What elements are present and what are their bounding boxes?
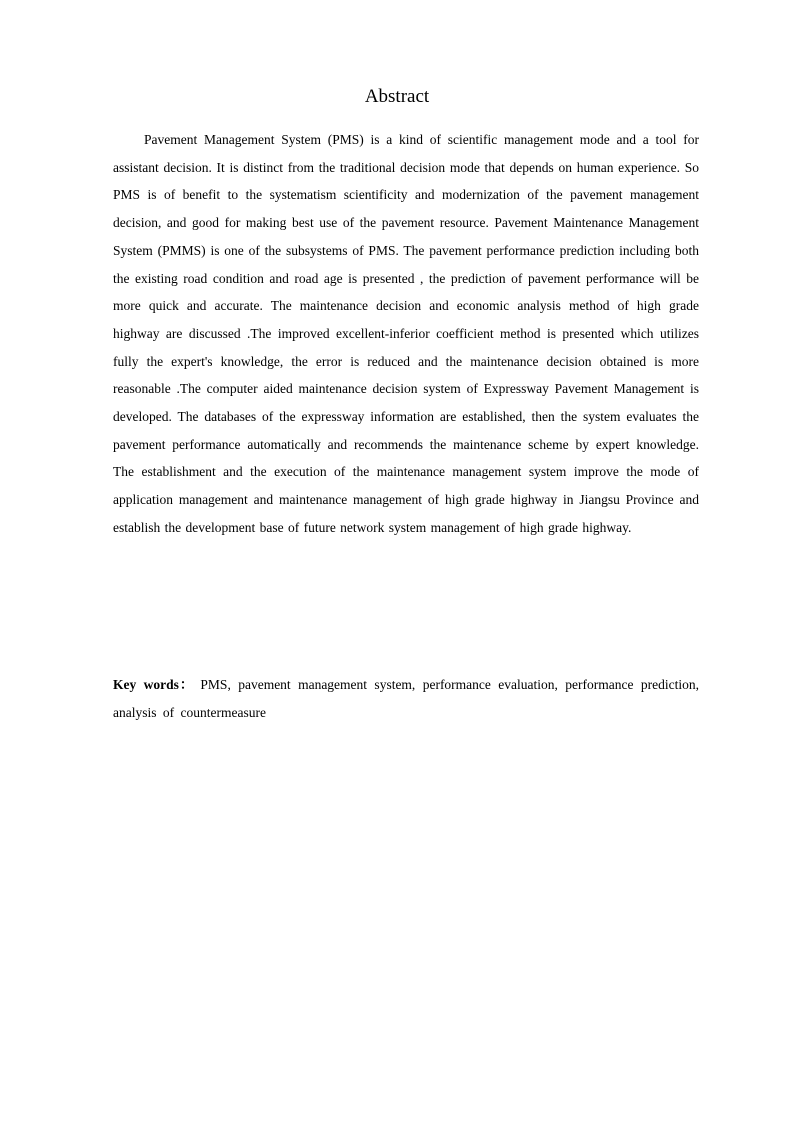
abstract-title: Abstract — [364, 86, 430, 107]
keywords-label: Key words： — [113, 677, 195, 692]
keywords-value: PMS, pavement management system, performance evaluation, performance prediction, analysis of countermeasure — [113, 677, 699, 720]
abstract-paragraph: Pavement Management System (PMS) is a kind of scientific management mode and a tool for assistant decision. It is distinct from the traditional decision mode that depends on human experience. So PMS is of benefit to the systematism scientificity and modernization of the pavement management decision, and good for making best use of the pavement resource. Pavement Maintenance Management System (PMMS) is one of the subsystems of PMS. The pavement performance prediction including both the existing road condition and road age is presented , the prediction of pavement performance will be more quick and accurate. The maintenance decision and economic analysis method of high grade highway are discussed .The improved excellent-inferior coefficient method is presented which utilizes fully the expert's knowledge, the error is reduced and the maintenance decision obtained is more reasonable .The computer aided maintenance decision system of Expressway Pavement Management is developed. The databases of the expressway information are established, then the system evaluates the pavement performance automatically and recommends the maintenance scheme by expert knowledge. The establishment and the execution of the maintenance management system improve the mode of application management and maintenance management of high grade highway in Jiangsu Province and establish the development base of future network system management of high grade highway. — [113, 132, 699, 535]
keywords-line — [113, 671, 699, 727]
